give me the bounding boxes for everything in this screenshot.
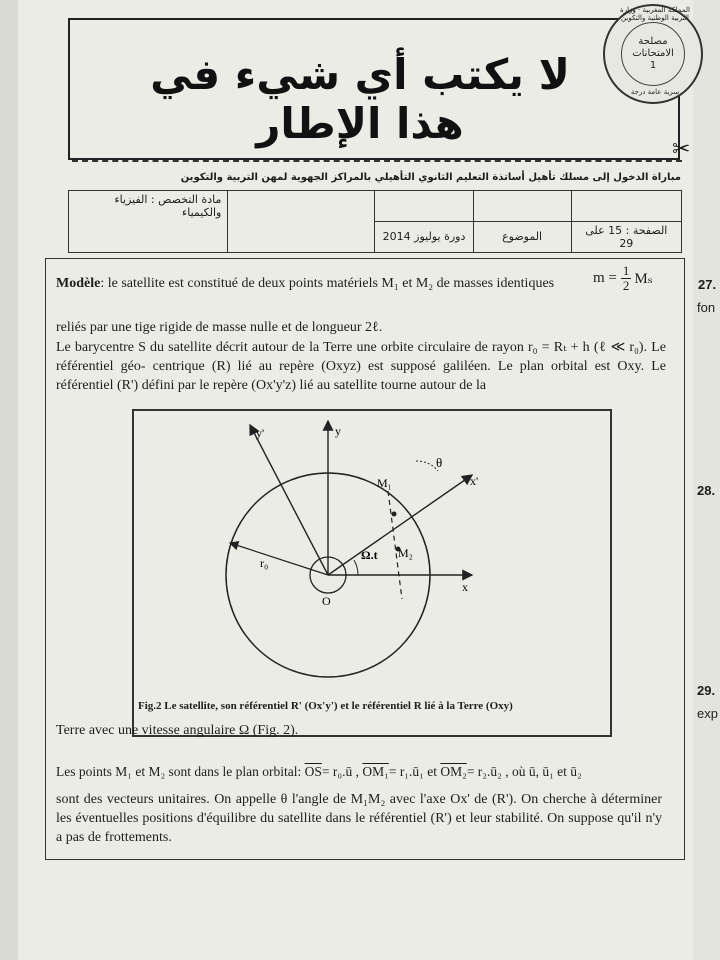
equilibrium-paragraph: sont des vecteurs unitaires. On appelle θ l'angle de M₁M₂ avec l'axe Ox' de (R'). On cherche à déterminer les éventuelles positions d'équilibre du satellite dans le référentiel (R') et leur stabilité. On suppose qu'il n'y a pas de frottements.	[56, 792, 662, 845]
omega-t-arc	[354, 560, 358, 575]
label-r0: r₀	[260, 556, 269, 570]
xprime-axis	[328, 475, 472, 575]
page-cell	[571, 191, 681, 222]
orbit-paragraph: Le barycentre S du satellite décrit autour de la Terre une orbite circulaire de rayon r₀ = Rₜ + h (ℓ ≪ r₀). Le référentiel géo- centrique (R) lié au repère (Oxyz) est supposé galiléen. Le plan orbital est Oxy. Le référentiel (R') défini par le repère (Ox'y'z) lié au satellite tourne autour de la	[56, 340, 666, 393]
label-yprime: y'	[256, 426, 265, 440]
stamp-line-3: 1	[649, 60, 657, 71]
question-29-text: exp	[697, 706, 718, 721]
vectors-intro: Les points M₁ et M₂ sont dans le plan orbital:	[56, 764, 302, 779]
vector-om2: OM₂	[440, 764, 467, 779]
label-y: y	[335, 424, 341, 438]
page-label: الصفحة : 15 على 29	[571, 221, 681, 252]
yprime-axis	[250, 425, 328, 575]
vectors-line	[56, 762, 676, 781]
stamp-bottom-text: سرية عامة درجة	[630, 88, 680, 96]
specialty-blank	[69, 221, 228, 252]
session-cell	[375, 191, 473, 222]
fraction-denominator: 2	[622, 278, 630, 293]
stamp-line-2: الامتحانات	[632, 48, 674, 59]
model-text: : le satellite est constitué de deux points matériels M₁ et M₂ de masses identiques	[100, 276, 555, 291]
label-omega-t: Ω.t	[361, 548, 378, 562]
mass-equation	[593, 264, 653, 293]
vector-om1: OM₁	[362, 764, 389, 779]
eq-os: = r₀.ū ,	[321, 764, 359, 779]
figure-caption: Fig.2 Le satellite, son référentiel R' (Ox'y') et le référentiel R lié à la Terre (Oxy)	[138, 700, 513, 712]
question-27-number: 27.	[698, 277, 717, 292]
stamp-line-1: مصلحة	[638, 36, 668, 47]
label-o: O	[322, 594, 331, 608]
stamp-center	[621, 22, 685, 86]
rod-paragraph: reliés par une tige rigide de masse nulle et de longueur 2ℓ.	[56, 320, 383, 335]
exam-info-table	[68, 190, 682, 253]
question-29-number: 29.	[697, 683, 716, 698]
eq-om2: = r₂.ū₂ , où ū, ū₁ et ū₂	[466, 764, 582, 779]
satellite-diagram	[132, 409, 612, 699]
frame-title: لا يكتب أي شيء في هذا الإطار	[150, 50, 570, 148]
exam-title-line: مباراة الدخول إلى مسلك تأهيل أساتذة التعليم الثانوي التأهيلي بالمراكز الجهوية لمهن التربية والتكوين	[180, 172, 681, 183]
question-28-number: 28.	[697, 483, 716, 498]
scissors-icon: ✂	[672, 136, 691, 161]
blank-cell	[228, 191, 375, 253]
subject-cell	[473, 191, 571, 222]
stamp-ring-text: المملكة المغربية · وزارة التربية الوطنية والتكوين	[620, 6, 690, 22]
adjacent-page-edge	[693, 0, 720, 960]
label-xprime: x'	[470, 474, 479, 488]
label-m1: M₁	[377, 476, 392, 490]
label-theta: θ	[436, 455, 443, 470]
subject-label: الموضوع	[473, 221, 571, 252]
eq-om1: = r₁.ū₁ et	[388, 764, 437, 779]
theta-arc	[416, 461, 438, 471]
vector-os: $\overline{OS}$	[304, 764, 322, 779]
question-27-text: fon	[697, 300, 716, 315]
fraction-numerator: 1	[622, 263, 630, 278]
specialty-cell: مادة التخصص : الفيزياء والكيمياء	[69, 191, 228, 222]
cut-dashed-line	[72, 160, 682, 162]
model-paragraph	[56, 274, 576, 293]
session-label: دورة يوليوز 2014	[375, 221, 473, 252]
exam-office-stamp	[603, 4, 703, 104]
mass-eq-lhs: m =	[593, 270, 617, 286]
angular-velocity-paragraph: Terre avec une vitesse angulaire Ω (Fig. 2).	[56, 723, 299, 738]
satellite-rod	[388, 491, 402, 599]
model-label: Modèle	[56, 276, 101, 291]
mass-fraction	[621, 264, 632, 293]
label-x: x	[462, 580, 468, 594]
m1-point	[392, 512, 397, 517]
mass-symbol: Mₛ	[634, 271, 653, 287]
label-m2: M₂	[398, 546, 413, 560]
